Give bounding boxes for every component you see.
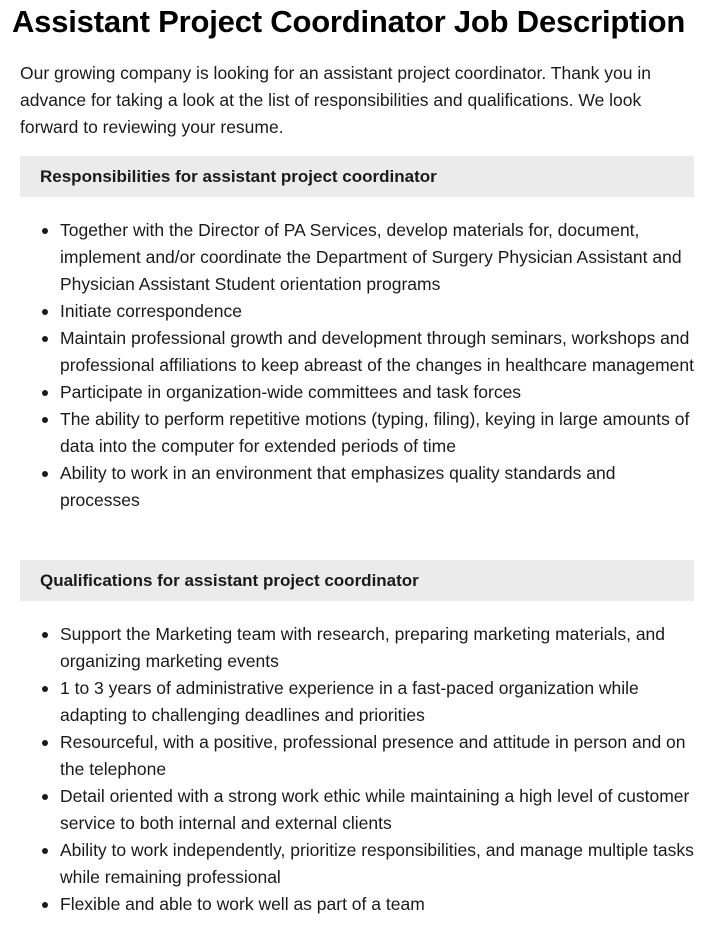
responsibilities-heading: Responsibilities for assistant project coordinator [20,156,694,197]
bullet-icon [42,390,48,396]
list-item-text: Resourceful, with a positive, professional presence and attitude in person and on the telephone [60,732,686,779]
list-item-text: Initiate correspondence [60,301,242,321]
qualifications-list [20,621,700,918]
list-item [20,621,700,675]
list-item-text: Ability to work independently, prioritize responsibilities, and manage multiple tasks while remaining professional [60,840,694,887]
bullet-icon [42,309,48,315]
bullet-icon [42,794,48,800]
list-item [20,379,700,406]
list-item [20,675,700,729]
bullet-icon [42,336,48,342]
bullet-icon [42,848,48,854]
list-item [20,460,700,514]
page-title: Assistant Project Coordinator Job Description [12,4,686,39]
list-item-text: Support the Marketing team with research, preparing marketing materials, and organizing marketing events [60,624,666,671]
responsibilities-list [20,217,700,514]
bullet-icon [42,740,48,746]
bullet-icon [42,632,48,638]
list-item-text: 1 to 3 years of administrative experience in a fast-paced organization while adapting to challenging deadlines and priorities [60,678,639,725]
bullet-icon [42,686,48,692]
bullet-icon [42,417,48,423]
list-item-text: The ability to perform repetitive motions (typing, filing), keying in large amounts of data into the computer for extended periods of time [60,409,690,456]
list-item [20,217,700,298]
bullet-icon [42,902,48,908]
list-item [20,406,700,460]
list-item-text: Participate in organization-wide committees and task forces [60,382,522,402]
list-item-text: Together with the Director of PA Services, develop materials for, document, implement and/or coordinate the Department of Surgery Physician Assistant and Physician Assistant Student orientation programs [60,220,682,294]
intro-paragraph: Our growing company is looking for an assistant project coordinator. Thank you in advance for taking a look at the list of responsibilities and qualifications. We look forward to reviewing your resume. [20,63,651,137]
list-item [20,837,700,891]
list-item [20,325,700,379]
bullet-icon [42,228,48,234]
list-item-text: Maintain professional growth and development through seminars, workshops and professional affiliations to keep abreast of the changes in healthcare management [60,328,694,375]
list-item-text: Detail oriented with a strong work ethic while maintaining a high level of customer service to both internal and external clients [60,786,690,833]
bullet-icon [42,471,48,477]
list-item [20,298,700,325]
list-item [20,891,700,918]
list-item-text: Ability to work in an environment that emphasizes quality standards and processes [60,463,616,510]
qualifications-heading: Qualifications for assistant project coordinator [20,560,694,601]
list-item [20,729,700,783]
list-item-text: Flexible and able to work well as part of a team [60,894,425,914]
list-item [20,783,700,837]
